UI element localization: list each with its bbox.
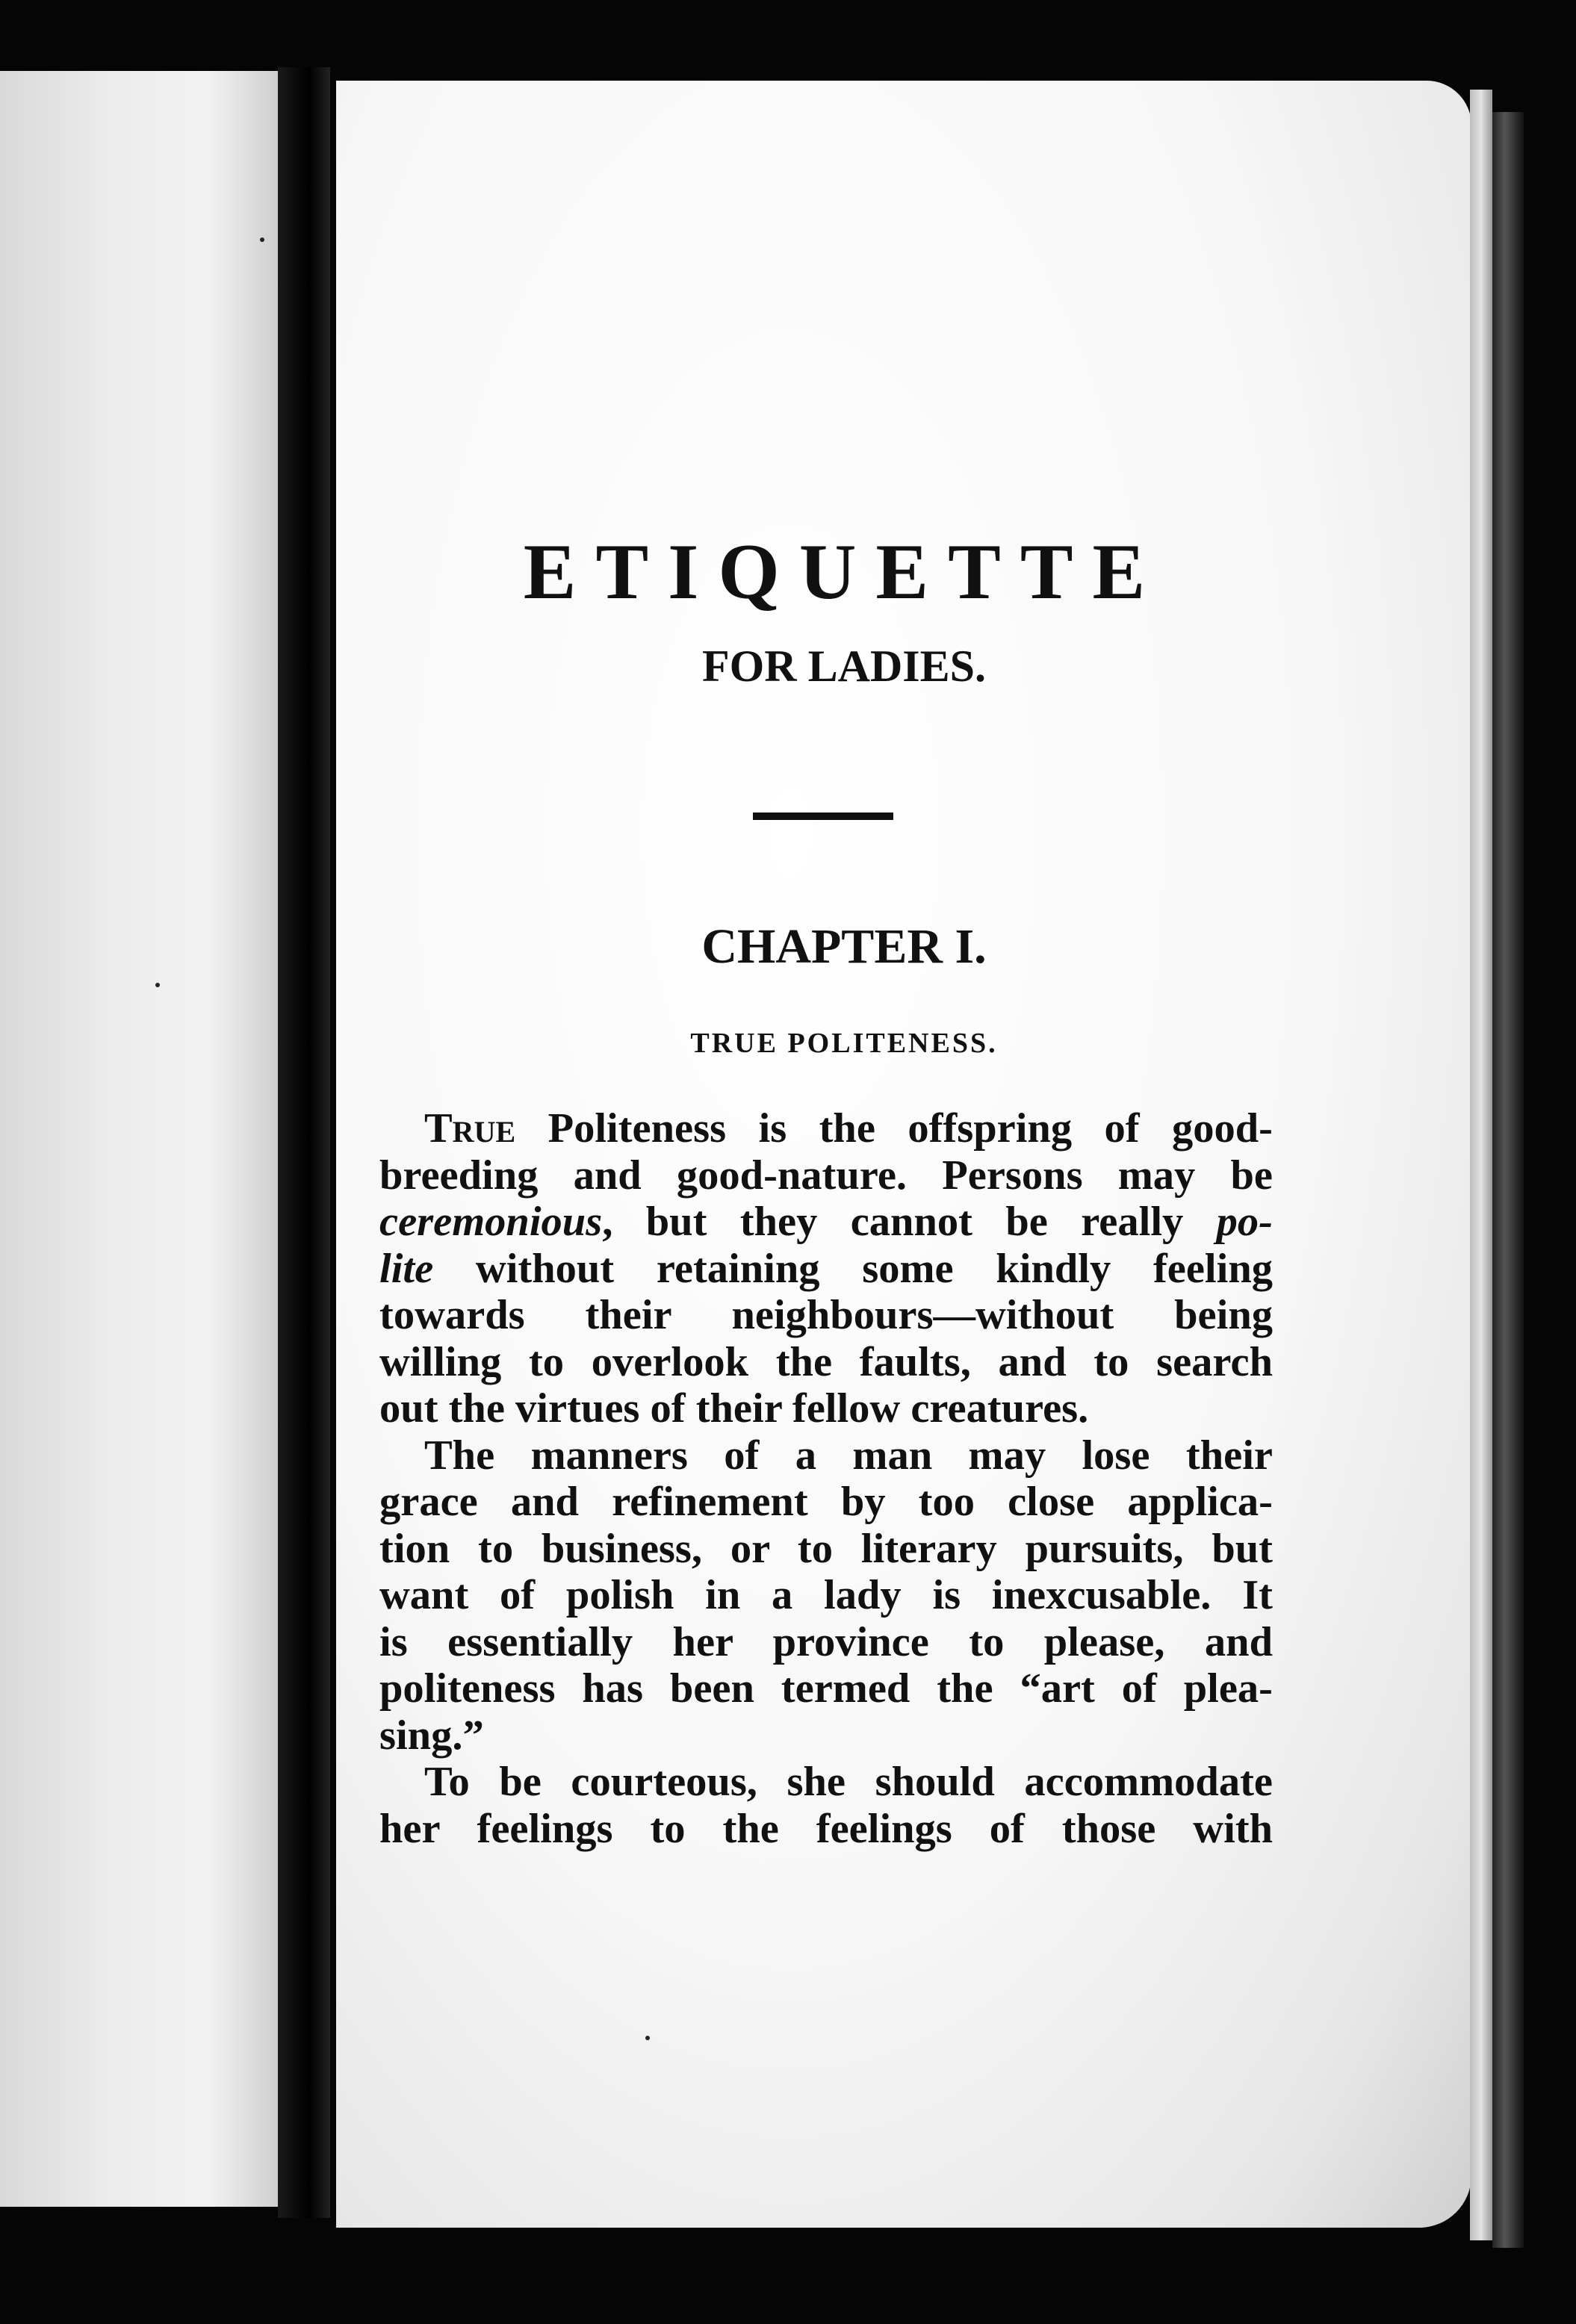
text-line — [379, 1199, 1273, 1246]
text-line — [379, 1152, 1273, 1199]
text-line — [379, 1665, 1273, 1712]
text-run: lite — [379, 1245, 434, 1292]
text-line — [379, 1479, 1273, 1526]
text-run: is essentially her province to please, and — [379, 1618, 1273, 1665]
text-run: tion to business, or to literary pursuits, but — [379, 1525, 1273, 1572]
text-run: towards their neighbours—without being — [379, 1292, 1273, 1338]
text-run: Politeness is the offspring of good- — [515, 1105, 1273, 1152]
book-subtitle: FOR LADIES. — [701, 641, 987, 691]
body-text — [379, 1105, 1273, 1852]
text-run: po- — [1216, 1199, 1273, 1245]
text-line — [379, 1759, 1273, 1806]
text-run: The manners of a man may lose their — [424, 1432, 1273, 1479]
text-run: her feelings to the feelings of those with — [379, 1805, 1273, 1852]
text-line — [379, 1526, 1273, 1573]
text-run: , but they cannot be really — [602, 1199, 1217, 1245]
text-line — [379, 1572, 1273, 1619]
text-run: want of polish in a lady is inexcusable. It — [379, 1572, 1273, 1618]
text-run: politeness has been termed the “art of plea- — [379, 1665, 1273, 1712]
speck — [155, 983, 160, 987]
text-run: True — [424, 1105, 516, 1152]
section-heading: TRUE POLITENESS. — [690, 1028, 998, 1059]
text-line — [379, 1432, 1273, 1479]
speck — [260, 237, 264, 242]
title-rule — [753, 813, 893, 820]
binding-gutter — [278, 67, 330, 2218]
book-cover-edge — [1492, 112, 1524, 2248]
text-line — [379, 1712, 1273, 1759]
text-line — [379, 1292, 1273, 1339]
text-line — [379, 1246, 1273, 1293]
book-title: ETIQUETTE — [523, 528, 1165, 615]
text-run: sing.” — [379, 1712, 484, 1759]
text-line — [379, 1619, 1273, 1666]
chapter-heading: CHAPTER I. — [701, 919, 987, 974]
text-line — [379, 1385, 1273, 1432]
text-run: without retaining some kindly feeling — [433, 1245, 1273, 1292]
text-run: out the virtues of their fellow creatures. — [379, 1385, 1089, 1432]
text-run: grace and refinement by too close applica- — [379, 1479, 1273, 1525]
text-line — [379, 1806, 1273, 1853]
text-run: breeding and good-nature. Persons may be — [379, 1152, 1273, 1199]
page-edge — [1470, 90, 1492, 2240]
text-run: ceremonious — [379, 1199, 603, 1245]
text-line — [379, 1105, 1273, 1152]
text-run: willing to overlook the faults, and to search — [379, 1338, 1273, 1385]
text-line — [379, 1339, 1273, 1386]
previous-page-fragment — [0, 71, 278, 2207]
speck — [645, 2036, 650, 2040]
text-run: To be courteous, she should accommodate — [424, 1759, 1273, 1805]
